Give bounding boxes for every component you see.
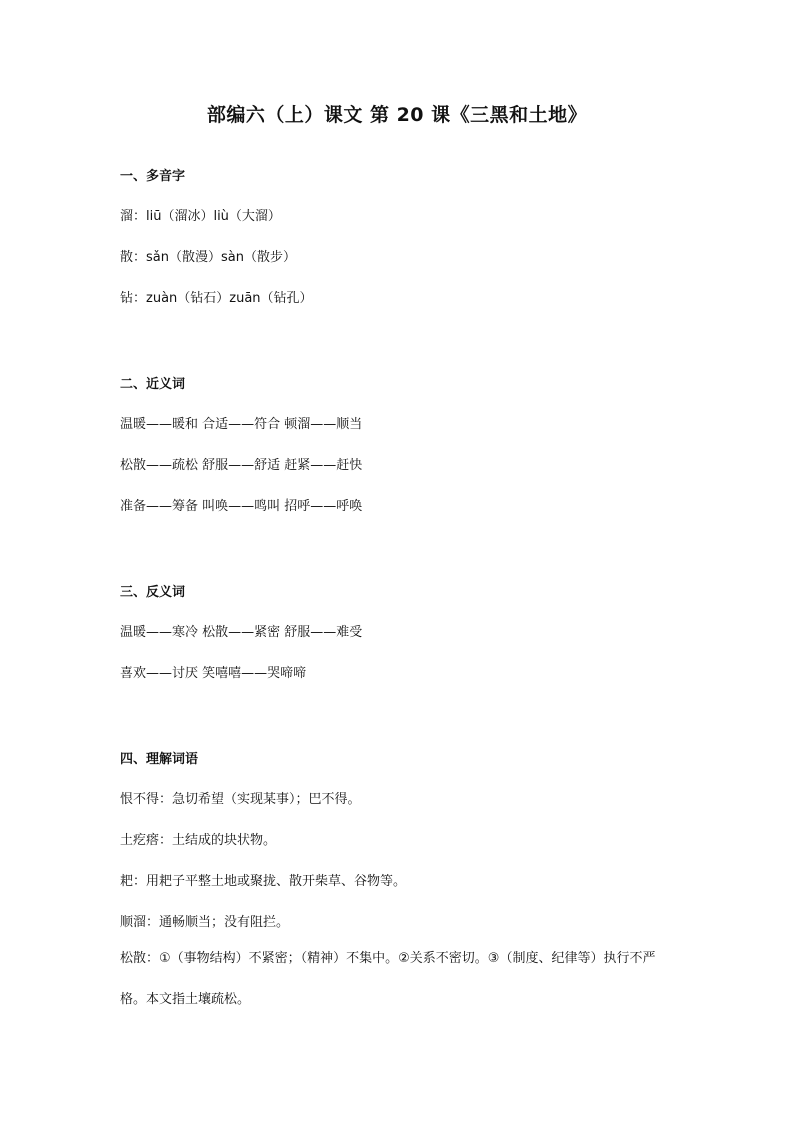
vocabulary-line-1: 恨不得：急切希望（实现某事）；巴不得。 (120, 792, 361, 807)
vocabulary-line-3: 耙：用耙子平整土地或聚拢、散开柴草、谷物等。 (120, 874, 407, 889)
polyphonic-line-1: 溜：liū（溜冰）liù（大溜） (120, 209, 281, 224)
vocabulary-line-5: 松散：①（事物结构）不紧密；（精神）不集中。②关系不密切。③（制度、纪律等）执行不严格。本文指土壤疏松。 (120, 951, 656, 1007)
synonyms-line-1: 温暖——暖和 合适——符合 顿溜——顺当 (120, 417, 363, 432)
page-title: 部编六（上）课文 第 20 课《三黑和土地》 (206, 104, 588, 126)
section-heading-synonyms: 二、近义词 (120, 377, 186, 392)
vocabulary-line-4: 顺溜：通畅顺当；没有阻拦。 (120, 915, 290, 930)
section-heading-antonyms: 三、反义词 (120, 585, 186, 600)
polyphonic-line-3: 钻：zuàn（钻石）zuān（钻孔） (120, 291, 313, 306)
vocabulary-line-2: 土疙瘩：土结成的块状物。 (120, 833, 277, 848)
synonyms-line-2: 松散——疏松 舒服——舒适 赶紧——赶快 (120, 458, 363, 473)
antonyms-line-1: 温暖——寒冷 松散——紧密 舒服——难受 (120, 625, 363, 640)
section-heading-vocabulary: 四、理解词语 (120, 752, 199, 767)
section-heading-polyphonic: 一、多音字 (120, 169, 186, 184)
polyphonic-line-2: 散：sǎn（散漫）sàn（散步） (120, 250, 296, 265)
antonyms-line-2: 喜欢——讨厌 笑嘻嘻——哭啼啼 (120, 666, 307, 681)
synonyms-line-3: 准备——筹备 叫唤——鸣叫 招呼——呼唤 (120, 499, 363, 514)
